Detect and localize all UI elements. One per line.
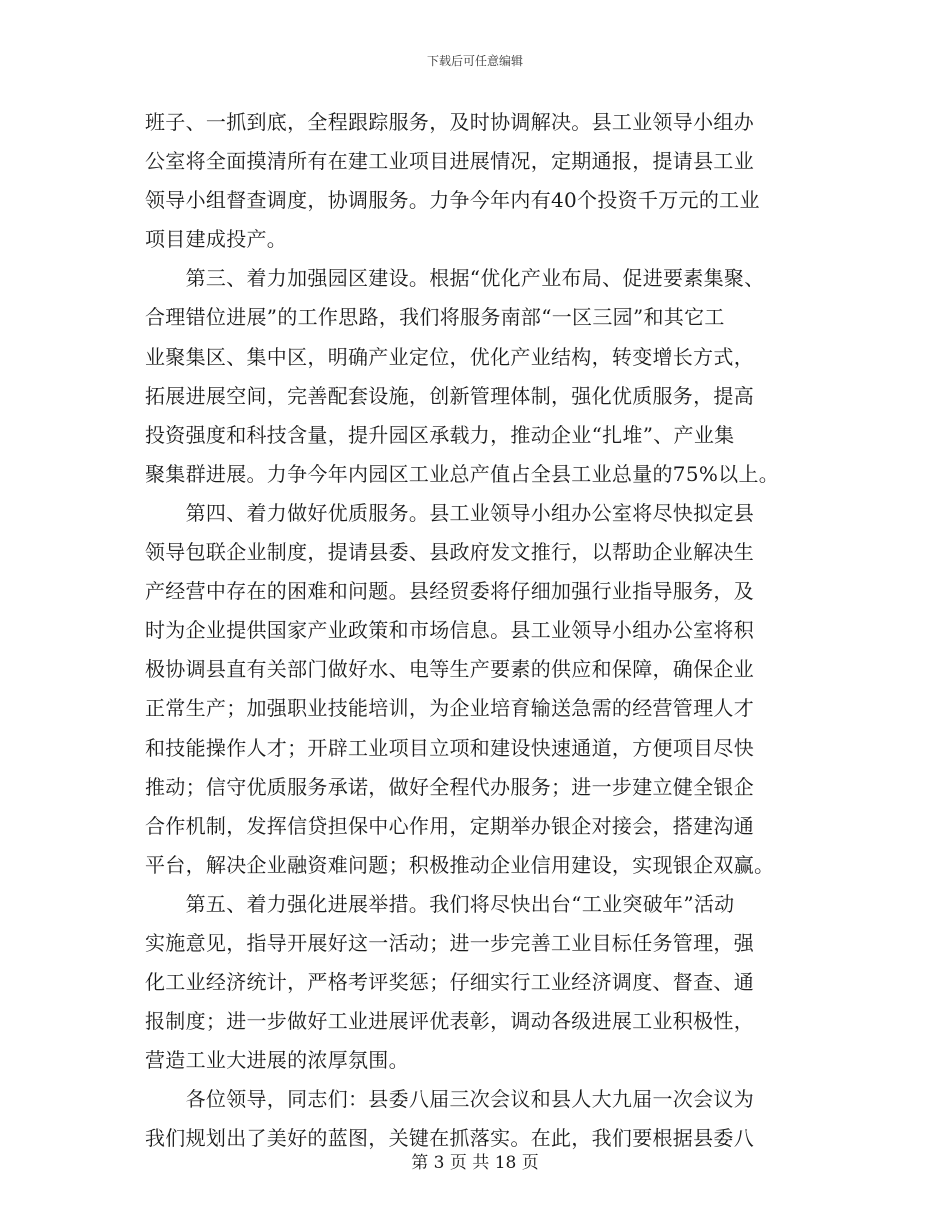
- page-header: 下载后可任意编辑: [426, 54, 523, 68]
- text-line: 第五、着力强化进展举措。我们将尽快出台“工业突破年”活动: [145, 891, 735, 916]
- text-line: 报制度；进一步做好工业进展评优表彰，调动各级进展工业积极性，: [145, 1009, 754, 1034]
- text-line: 平台，解决企业融资难问题；积极推动企业信用建设，实现银企双赢。: [145, 852, 775, 877]
- text-line: 实施意见，指导开展好这一活动；进一步完善工业目标任务管理，强: [145, 930, 754, 955]
- text-line: 极协调县直有关部门做好水、电等生产要素的供应和保障，确保企业: [145, 657, 754, 682]
- text-line: 推动；信守优质服务承诺，做好全程代办服务；进一步建立健全银企: [145, 774, 754, 799]
- text-line: 营造工业大进展的浓厚氛围。: [145, 1048, 409, 1073]
- text-line: 投资强度和科技含量，提升园区承载力，推动企业“扎堆”、产业集: [145, 422, 735, 447]
- document-body: [145, 103, 815, 1159]
- text-line: 第三、着力加强园区建设。根据“优化产业布局、促进要素集聚、: [145, 266, 765, 291]
- text-line: 我们规划出了美好的蓝图，关键在抓落实。在此，我们要根据县委八: [145, 1126, 754, 1151]
- text-line: 和技能操作人才；开辟工业项目立项和建设快速通道，方便项目尽快: [145, 735, 754, 760]
- text-line: 化工业经济统计，严格考评奖惩；仔细实行工业经济调度、督查、通: [145, 970, 754, 995]
- text-line: 领导小组督查调度，协调服务。力争今年内有40个投资千万元的工业: [145, 188, 760, 213]
- text-line: 产经营中存在的困难和问题。县经贸委将仔细加强行业指导服务，及: [145, 579, 754, 604]
- text-line: 领导包联企业制度，提请县委、县政府发文推行，以帮助企业解决生: [145, 540, 754, 565]
- text-line: 正常生产；加强职业技能培训，为企业培育输送急需的经营管理人才: [145, 696, 754, 721]
- text-line: 项目建成投产。: [145, 227, 288, 252]
- text-line: 聚集群进展。力争今年内园区工业总产值占全县工业总量的75%以上。: [145, 461, 780, 486]
- page-number-footer: 第 3 页 共 18 页: [411, 1153, 539, 1173]
- text-line: 第四、着力做好优质服务。县工业领导小组办公室将尽快拟定县: [145, 500, 754, 525]
- text-line: 合作机制，发挥信贷担保中心作用，定期举办银企对接会，搭建沟通: [145, 813, 754, 838]
- text-line: 拓展进展空间，完善配套设施，创新管理体制，强化优质服务，提高: [145, 383, 754, 408]
- text-line: 时为企业提供国家产业政策和市场信息。县工业领导小组办公室将积: [145, 618, 754, 643]
- text-line: 公室将全面摸清所有在建工业项目进展情况，定期通报，提请县工业: [145, 149, 754, 174]
- text-line: 班子、一抓到底，全程跟踪服务，及时协调解决。县工业领导小组办: [145, 110, 754, 134]
- text-line: 各位领导，同志们：县委八届三次会议和县人大九届一次会议为: [145, 1087, 754, 1112]
- text-line: 业聚集区、集中区，明确产业定位，优化产业结构，转变增长方式，: [145, 344, 754, 369]
- text-line: 合理错位进展”的工作思路，我们将服务南部“一区三园”和其它工: [145, 305, 725, 330]
